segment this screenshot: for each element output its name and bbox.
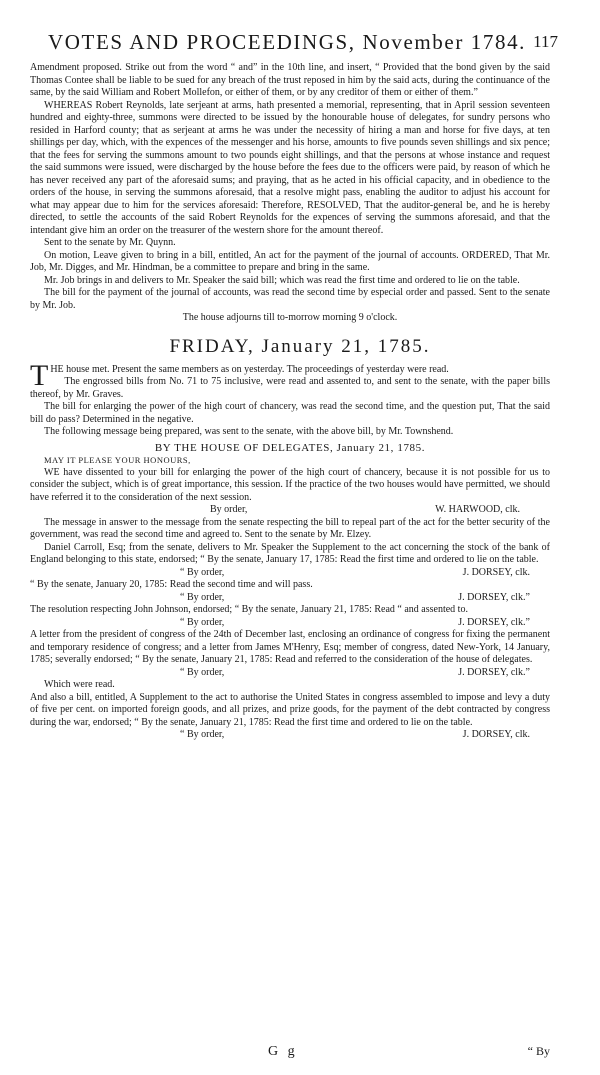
paragraph: The following message being prepared, was sent to the senate, with the above bill, by Mr. Townshend.	[44, 426, 454, 437]
paragraph: And also a bill, entitled, A Supplement to the act to authorise the United States in congress assembled to impose and levy a duty of five per cent. on imported foreign goods, and all prizes, and prize goods, for the payment of the debt contracted by congress during the war, endorsed; “ By the senate, January 21, 1785: Read the first time and ordered to lie on the table.	[30, 691, 550, 728]
paragraph: The message in answer to the message from the senate respecting the bill to repeal part of the act for the better security of the government, was read the second time and agreed to. Sent to the senate by Mr. Elzey.	[30, 516, 550, 540]
endorsement-signature	[30, 567, 550, 580]
paragraph: THE house met. Present the same members as on yesterday. The proceedings of yesterday were read.	[30, 358, 449, 392]
endorsement-signature	[30, 667, 550, 680]
paragraph: Which were read.	[44, 679, 115, 690]
paragraph: The resolution respecting John Johnson, endorsed; “ By the senate, January 21, 1785: Read “ and assented to.	[30, 604, 468, 615]
clerk-signature: W. HARWOOD, clk.	[435, 504, 520, 515]
running-title: VOTES AND PROCEEDINGS, November 1784.	[48, 30, 527, 54]
paragraph: Daniel Carroll, Esq; from the senate, delivers to Mr. Speaker the Supplement to the act concerning the stock of the bank of England belonging to this state, endorsed; “ By the senate, January 17, 1785: Read the first time and ordered to lie on the table.	[30, 541, 550, 565]
paragraph: The bill for enlarging the power of the high court of chancery, was read the second time, and the question put, That the said bill do pass? Determined in the negative.	[30, 401, 550, 425]
by-order-label: By order,	[210, 504, 248, 515]
paragraph: Mr. Job brings in and delivers to Mr. Speaker the said bill; which was read the first time and ordered to lie on the table.	[44, 274, 520, 286]
clerk-signature: J. DORSEY, clk.”	[458, 666, 530, 678]
adjournment-note: The house adjourns till to-morrow morning 9 o'clock.	[182, 312, 398, 323]
endorsement-signature	[30, 592, 550, 605]
page-number: 117	[533, 32, 558, 51]
paragraph: A letter from the president of congress of the 24th of December last, enclosing an ordinance of congress for fixing the permanent and temporary residence of congress; and a letter from James M'Henry, Esq; member of congress, dated New-York, 14 January, 1785; severally endorsed; “ By the senate, January 21, 1785: Read and referred to the consideration of the house of delegates.	[30, 629, 550, 665]
signature-mark: G g	[268, 1044, 298, 1059]
paragraph: The bill for the payment of the journal of accounts, was read the second time by especial order and passed. Sent to the senate by Mr. Job.	[30, 287, 550, 311]
paragraph: On motion, Leave given to bring in a bill, entitled, An act for the payment of the journal of accounts. ORDERED, That Mr. Job, Mr. Digges, and Mr. Hindman, be a committee to prepare and bring in the same.	[30, 249, 550, 273]
body-text	[30, 62, 550, 742]
by-order-label: “ By order,	[180, 616, 225, 628]
clerk-signature: J. DORSEY, clk.	[462, 566, 530, 578]
message-signature	[30, 504, 550, 517]
clerk-signature: J. DORSEY, clk.	[462, 729, 530, 740]
page-header	[40, 30, 560, 60]
catchword: “ By	[527, 1044, 550, 1058]
message-salutation: MAY IT PLEASE YOUR HONOURS,	[44, 455, 191, 465]
by-order-label: “ By order,	[180, 666, 225, 678]
clerk-signature: J. DORSEY, clk.”	[458, 616, 530, 628]
endorsement-signature	[30, 729, 550, 742]
page-footer	[30, 1044, 550, 1064]
endorsement-signature	[30, 617, 550, 630]
message-heading: BY THE HOUSE OF DELEGATES, January 21, 1785.	[154, 441, 426, 454]
paragraph: WHEREAS Robert Reynolds, late serjeant at arms, hath presented a memorial, representing, that in April session seventeen hundred and eighty-three, summons were directed to be issued by the honourable house of delegates, for sundry persons who resided in Harford county; that as serjeant at arms he was under the necessity of hiring a man and horse for five days, at ten shillings per day, which, with the expences of the messenger and his horse, amounts to five pounds seven shillings and six pence; that the fees for serving the summons amount to two pounds eight shillings, and that the persons at whose instance and request the said summons were issued, were discharged by the house before the fees due to the officers were paid, by reason of which he has never received any part of the aforesaid sums; and praying, that as he acted in his official capacity, and in obedience to the orders of the house, in serving the summons aforesaid, that a resolve might pass, enabling the auditor to adjust his account for what may appear due to him for the services aforesaid: Therefore, RESOLVED, That the auditor-general be, and he is hereby directed, to settle the accounts of the said Robert Reynolds for the expences of serving the summons aforesaid, and that the intendant give him an order on the treasurer of the western shore for the amount thereof.	[30, 99, 550, 236]
message-body: WE have dissented to your bill for enlarging the power of the high court of chancery, because it is not possible for us to consider the subject, which is of great importance, this session. If the practice of the two houses would have permitted, we should have referred it to the consideration of the next session.	[30, 466, 550, 503]
paragraph: Amendment proposed. Strike out from the word “ and” in the 10th line, and insert, “ Provided that the bond given by the said Thomas Contee shall be liable to be sued for any breach of the trust reposed in him by the said acts, during the continuance of the same, by the said William and Robert Mollefon, or either of them, or by any creditor of them or either of them.”	[30, 62, 550, 98]
paragraph: Sent to the senate by Mr. Quynn.	[44, 237, 176, 248]
paragraph: The engrossed bills from No. 71 to 75 inclusive, were read and assented to, and sent to the senate, with the paper bills thereof, by Mr. Graves.	[30, 376, 550, 400]
day-heading: FRIDAY, January 21, 1785.	[169, 335, 431, 357]
clerk-signature: J. DORSEY, clk.”	[458, 591, 530, 603]
by-order-label: “ By order,	[180, 566, 225, 578]
by-order-label: “ By order,	[180, 591, 225, 603]
by-order-label: “ By order,	[180, 729, 225, 740]
paragraph: “ By the senate, January 20, 1785: Read the second time and will pass.	[30, 579, 313, 590]
